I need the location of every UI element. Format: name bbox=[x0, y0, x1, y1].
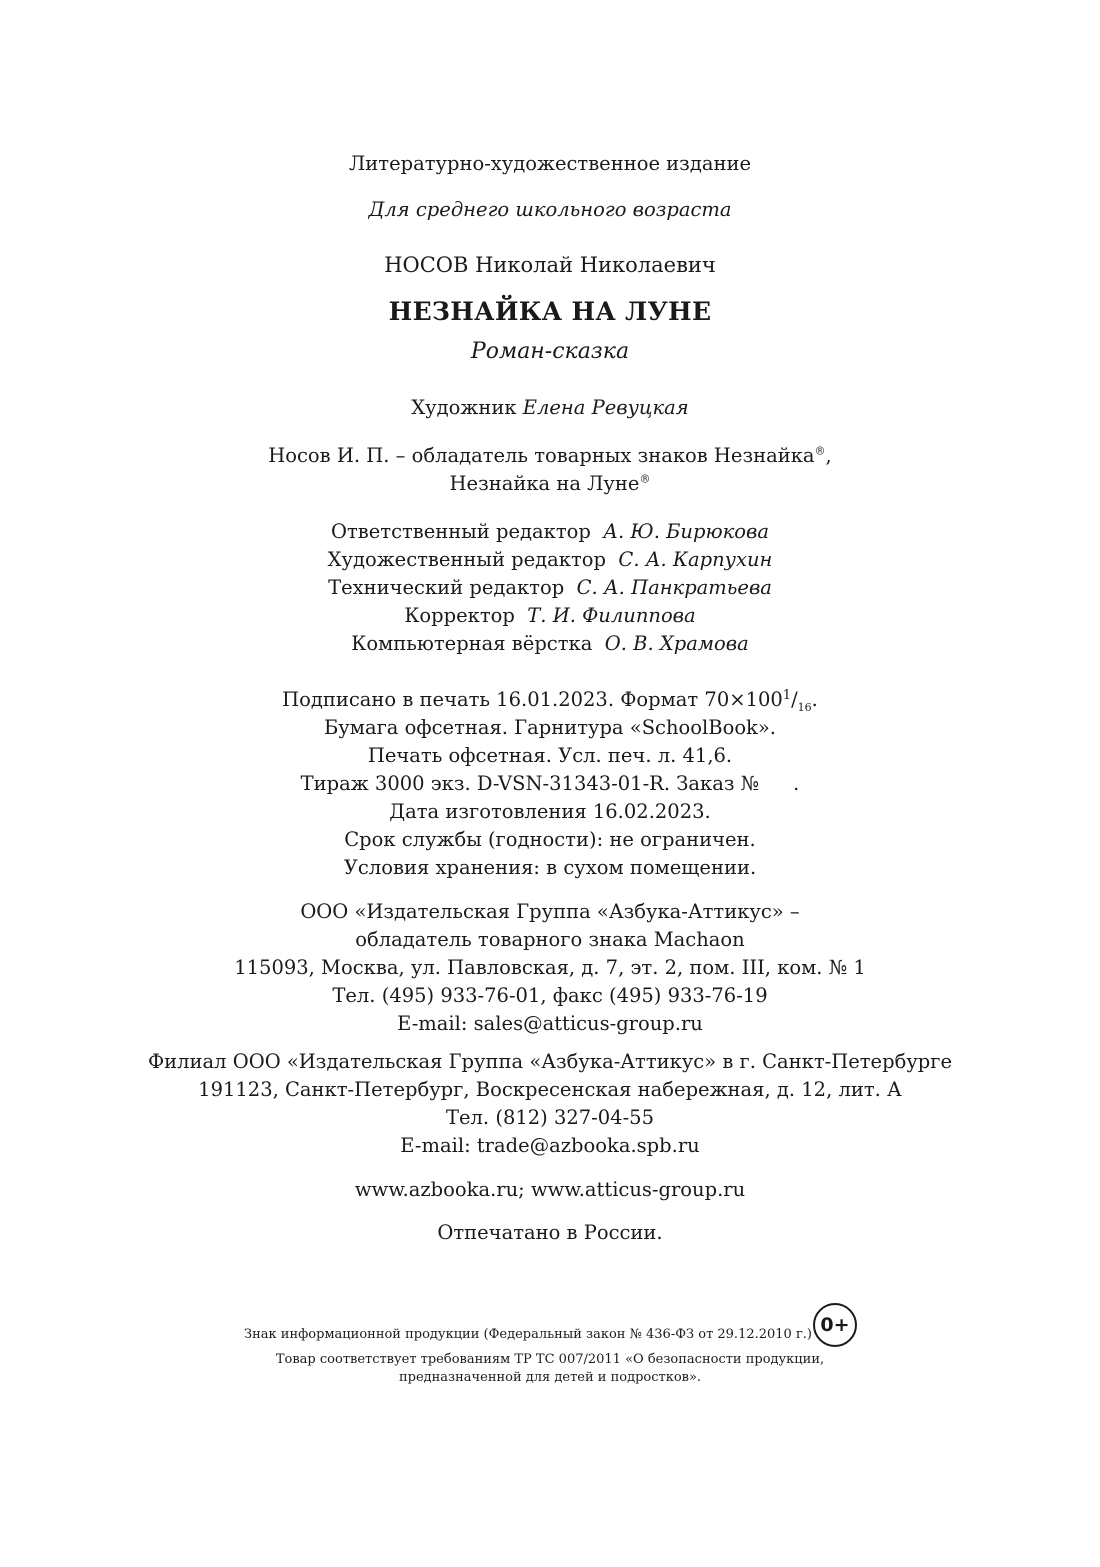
artist-name: Елена Ревуцкая bbox=[522, 396, 689, 419]
compliance-line-2: предназначенной для детей и подростков». bbox=[398, 1370, 702, 1385]
genre: Роман-сказка bbox=[470, 339, 630, 364]
signed-text: Подписано в печать 16.01.2023. Формат 70×100 bbox=[282, 688, 783, 711]
credit-name: С. А. Панкратьева bbox=[576, 576, 772, 599]
publisher-name: ООО «Издательская Группа «Азбука-Аттикус» – bbox=[300, 900, 800, 923]
age-rating-badge: 0+ bbox=[813, 1303, 857, 1347]
publisher-phones: Тел. (495) 933-76-01, факс (495) 933-76-19 bbox=[332, 984, 768, 1007]
credit-name: Т. И. Филиппова bbox=[527, 604, 696, 627]
credit-role: Художественный редактор bbox=[327, 548, 606, 571]
manufacture-date: Дата изготовления 16.02.2023. bbox=[389, 800, 711, 823]
author: НОСОВ Николай Николаевич bbox=[384, 253, 716, 277]
trademark-line-2 bbox=[0, 472, 1100, 496]
credit-row bbox=[0, 632, 1100, 656]
trademark-text-2: Незнайка на Луне bbox=[449, 472, 640, 495]
trademark-comma: , bbox=[825, 444, 832, 467]
print-run-text: Тираж 3000 экз. D-VSN-31343-01-R. Заказ № bbox=[300, 772, 760, 795]
trademark-line-1 bbox=[0, 444, 1100, 468]
format-end: . bbox=[811, 688, 818, 711]
artist-label: Художник bbox=[411, 396, 517, 419]
printed-in: Отпечатано в России. bbox=[437, 1221, 663, 1244]
book-title: НЕЗНАЙКА НА ЛУНЕ bbox=[388, 297, 712, 326]
compliance-line-1: Товар соответствует требованиям ТР ТС 007/2011 «О безопасности продукции, bbox=[275, 1352, 825, 1367]
edition-type: Литературно-художественное издание bbox=[349, 152, 751, 175]
credit-name: С. А. Карпухин bbox=[618, 548, 773, 571]
credit-row bbox=[0, 576, 1100, 600]
format-numerator: 1 bbox=[782, 688, 792, 703]
publisher-email: E-mail: sales@atticus-group.ru bbox=[397, 1012, 703, 1035]
info-sign-text: Знак информационной продукции (Федеральный закон № 436-ФЗ от 29.12.2010 г.) bbox=[244, 1327, 812, 1342]
format-slash: / bbox=[791, 688, 798, 711]
credit-role: Ответственный редактор bbox=[330, 520, 591, 543]
registered-mark: ® bbox=[814, 444, 826, 458]
print-run-end: . bbox=[793, 772, 800, 795]
websites: www.azbooka.ru; www.atticus-group.ru bbox=[354, 1178, 746, 1201]
credit-row bbox=[0, 520, 1100, 544]
registered-mark: ® bbox=[639, 472, 651, 486]
credit-row bbox=[0, 548, 1100, 572]
format-denominator: 16 bbox=[797, 701, 812, 714]
paper-info: Бумага офсетная. Гарнитура «SchoolBook». bbox=[323, 716, 777, 739]
signed-format bbox=[0, 688, 1100, 712]
credit-role: Компьютерная вёрстка bbox=[351, 632, 593, 655]
credit-row bbox=[0, 604, 1100, 628]
branch-name: Филиал ООО «Издательская Группа «Азбука-Аттикус» в г. Санкт-Петербурге bbox=[147, 1050, 953, 1073]
credit-name: А. Ю. Бирюкова bbox=[603, 520, 769, 543]
credit-role: Технический редактор bbox=[328, 576, 565, 599]
storage-conditions: Условия хранения: в сухом помещении. bbox=[343, 856, 757, 879]
artist-credit bbox=[0, 396, 1100, 420]
trademark-text-1: Носов И. П. – обладатель товарных знаков Незнайка bbox=[268, 444, 815, 467]
audience: Для среднего школьного возраста bbox=[368, 198, 732, 221]
credit-name: О. В. Храмова bbox=[604, 632, 749, 655]
branch-email: E-mail: trade@azbooka.spb.ru bbox=[400, 1134, 700, 1157]
branch-phone: Тел. (812) 327-04-55 bbox=[446, 1106, 654, 1129]
credit-role: Корректор bbox=[404, 604, 515, 627]
branch-address: 191123, Санкт-Петербург, Воскресенская набережная, д. 12, лит. А bbox=[198, 1078, 902, 1101]
shelf-life: Срок службы (годности): не ограничен. bbox=[344, 828, 756, 851]
publisher-owner: обладатель товарного знака Machaon bbox=[355, 928, 745, 951]
print-run bbox=[0, 772, 1100, 796]
publisher-address: 115093, Москва, ул. Павловская, д. 7, эт. 2, пом. III, ком. № 1 bbox=[234, 956, 866, 979]
printing-info: Печать офсетная. Усл. печ. л. 41,6. bbox=[367, 744, 733, 767]
